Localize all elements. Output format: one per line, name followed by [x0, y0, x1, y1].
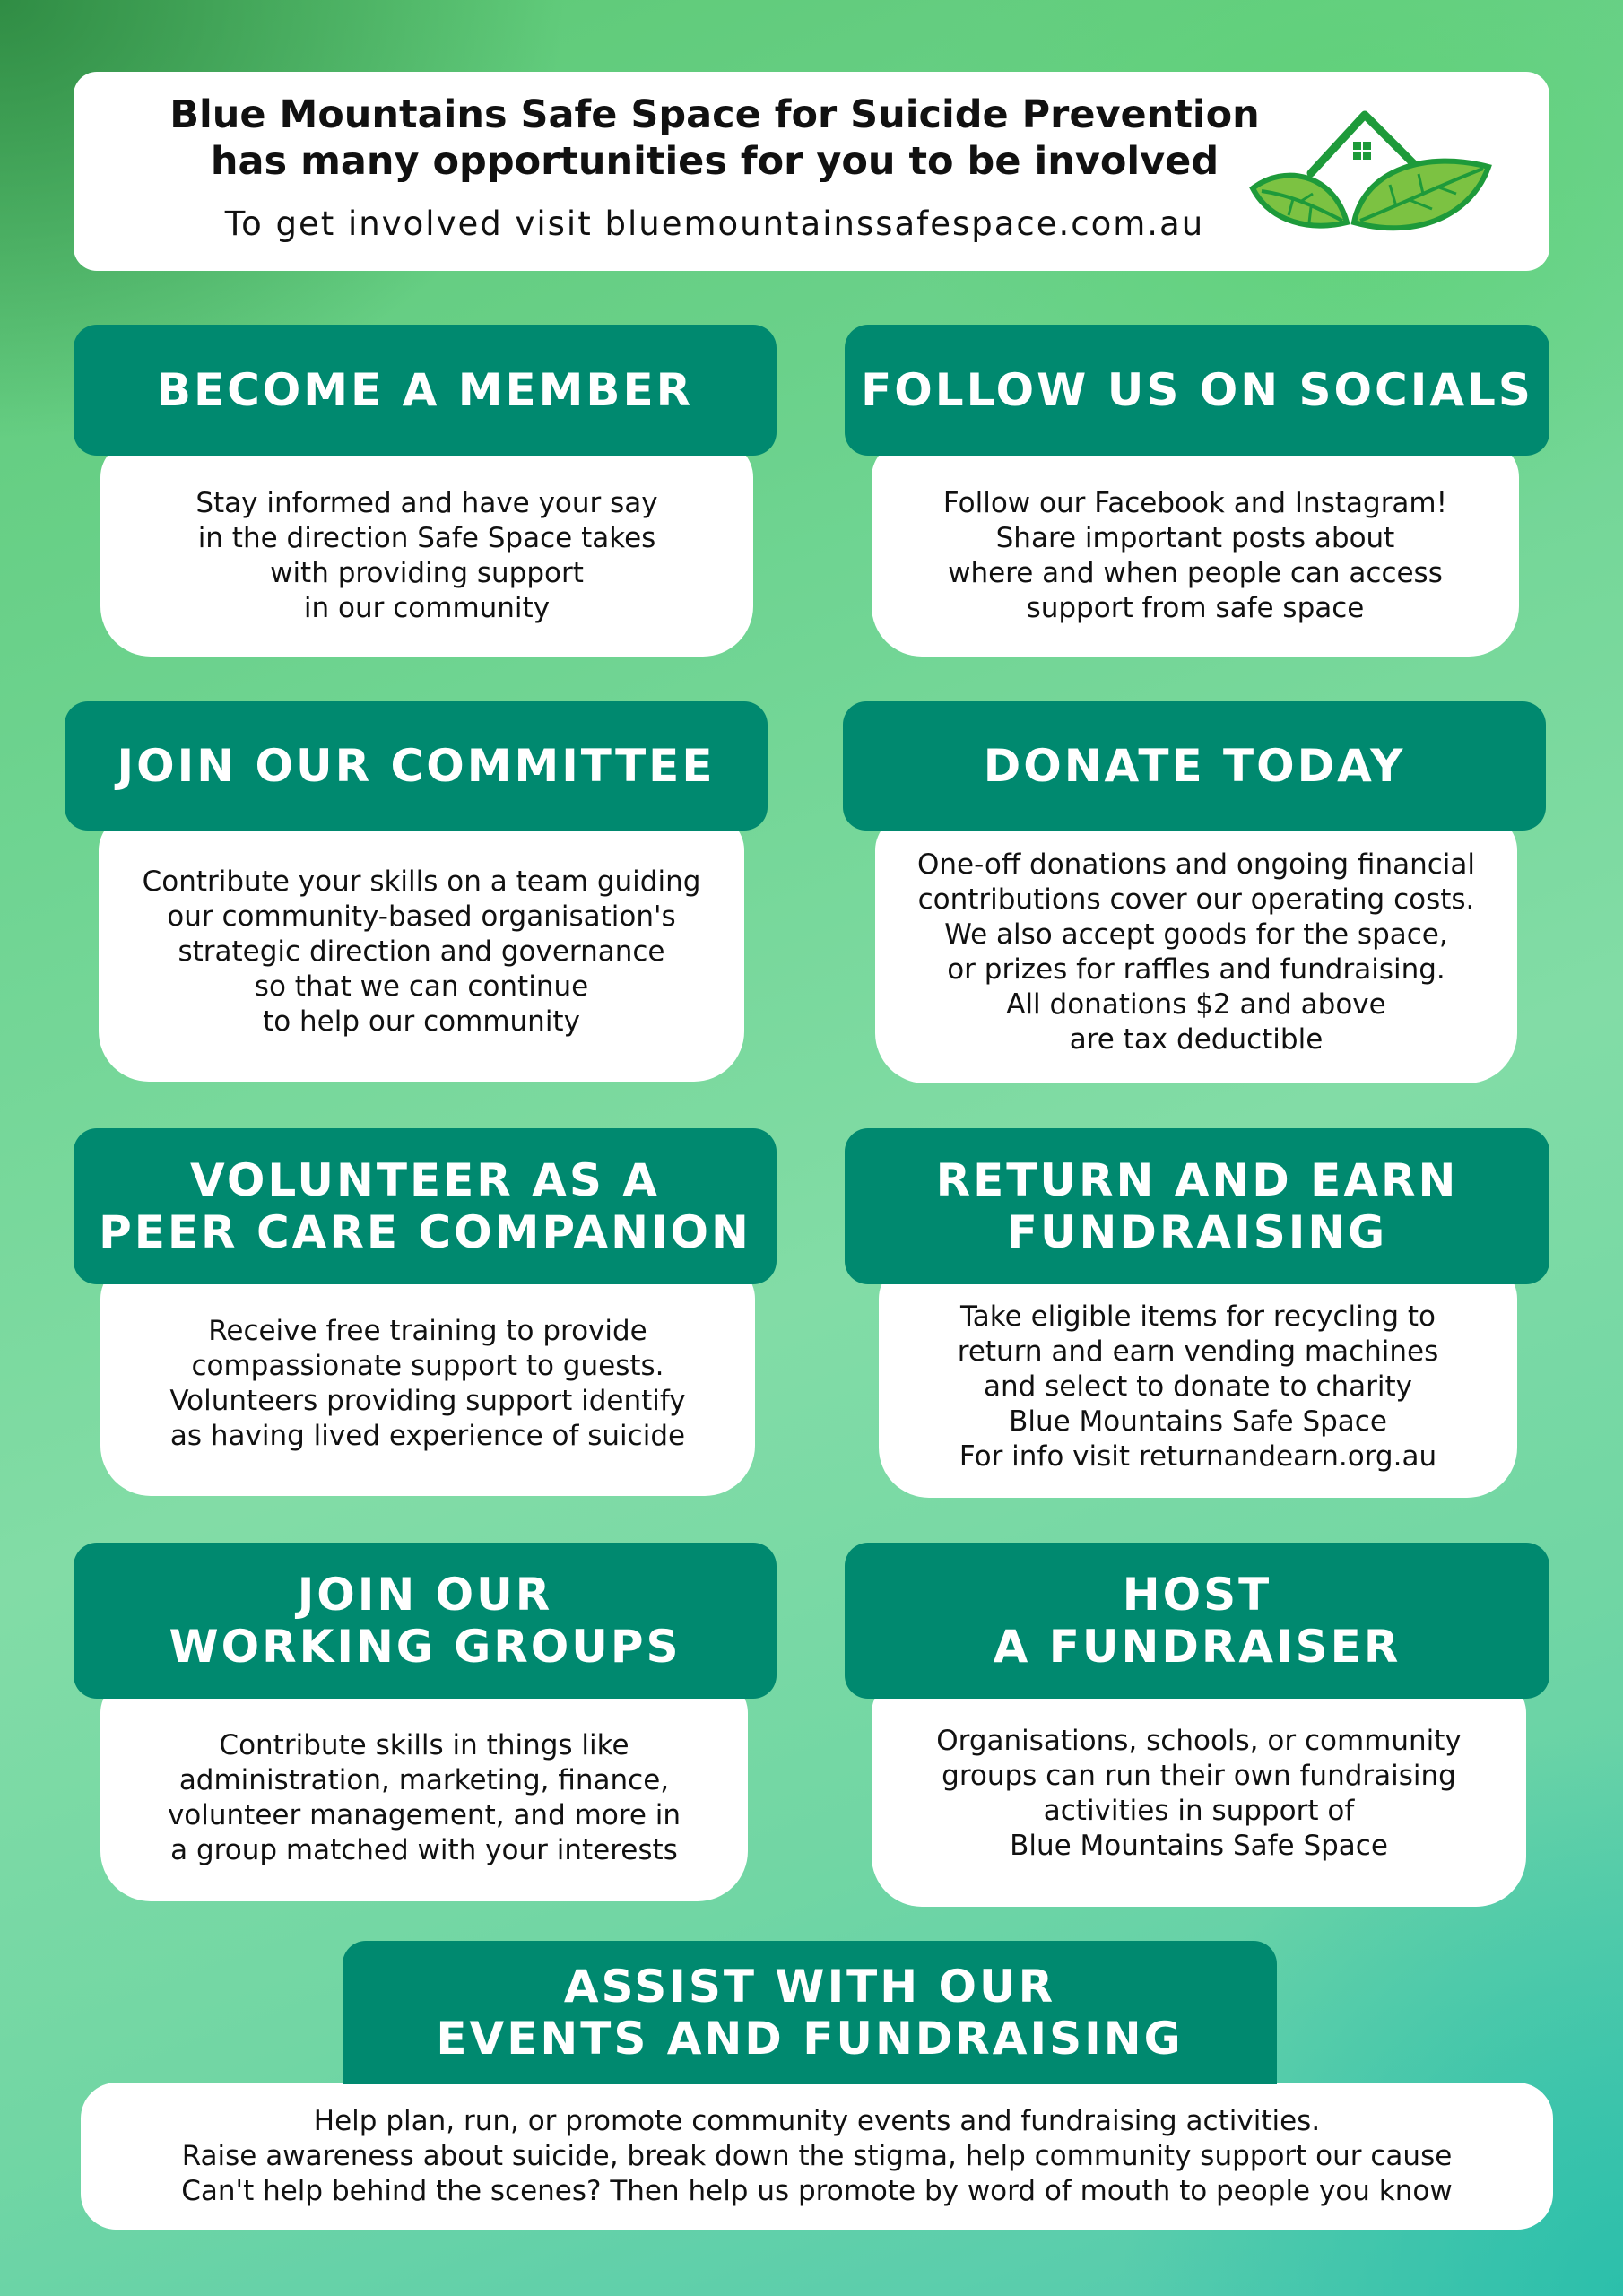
section-text: Follow our Facebook and Instagram! Share important posts about where and when people can access support from safe space	[872, 441, 1519, 657]
section-title: VOLUNTEER AS A PEER CARE COMPANION	[74, 1128, 777, 1284]
section-text: Contribute skills in things like administration, marketing, finance, volunteer management, and more in a group matched with your interests	[100, 1677, 748, 1901]
website-link[interactable]: To get involved visit bluemountainssafespace.com.au	[224, 204, 1205, 243]
section-text: Contribute your skills on a team guiding our community-based organisation's strategic direction and governance so that we can continue to help our community	[99, 814, 744, 1082]
page-title: Blue Mountains Safe Space for Suicide Prevention has many opportunities for you to be involved	[169, 92, 1260, 184]
section-title: HOST A FUNDRAISER	[845, 1543, 1549, 1699]
section-title: JOIN OUR WORKING GROUPS	[74, 1543, 777, 1699]
section-title: FOLLOW US ON SOCIALS	[845, 325, 1549, 456]
section-text: Stay informed and have your say in the direction Safe Space takes with providing support in our community	[100, 441, 753, 657]
section-title: RETURN AND EARN FUNDRAISING	[845, 1128, 1549, 1284]
header-card	[74, 72, 1549, 271]
section-text: Help plan, run, or promote community events and fundraising activities. Raise awareness about suicide, break down the stigma, help community support our cause Can't help behind the scenes? Then help us promote by word of mouth to people you know	[81, 2083, 1553, 2230]
section-text: Take eligible items for recycling to return and earn vending machines and select to donate to charity Blue Mountains Safe Space For info visit returnandearn.org.au	[879, 1263, 1517, 1498]
section-title: BECOME A MEMBER	[74, 325, 777, 456]
section-title: ASSIST WITH OUR EVENTS AND FUNDRAISING	[343, 1941, 1277, 2084]
section-text: Receive free training to provide compassionate support to guests. Volunteers providing support identify as having lived experience of suicide	[100, 1263, 755, 1496]
section-text: Organisations, schools, or community groups can run their own fundraising activities in support of Blue Mountains Safe Space	[872, 1677, 1526, 1907]
section-text: One-off donations and ongoing financial contributions cover our operating costs. We also accept goods for the space, or prizes for raffles and fundraising. All donations $2 and above are tax deductible	[875, 814, 1517, 1083]
house-leaves-logo-icon	[1248, 88, 1517, 258]
section-title: JOIN OUR COMMITTEE	[65, 701, 768, 831]
section-title: DONATE TODAY	[843, 701, 1546, 831]
